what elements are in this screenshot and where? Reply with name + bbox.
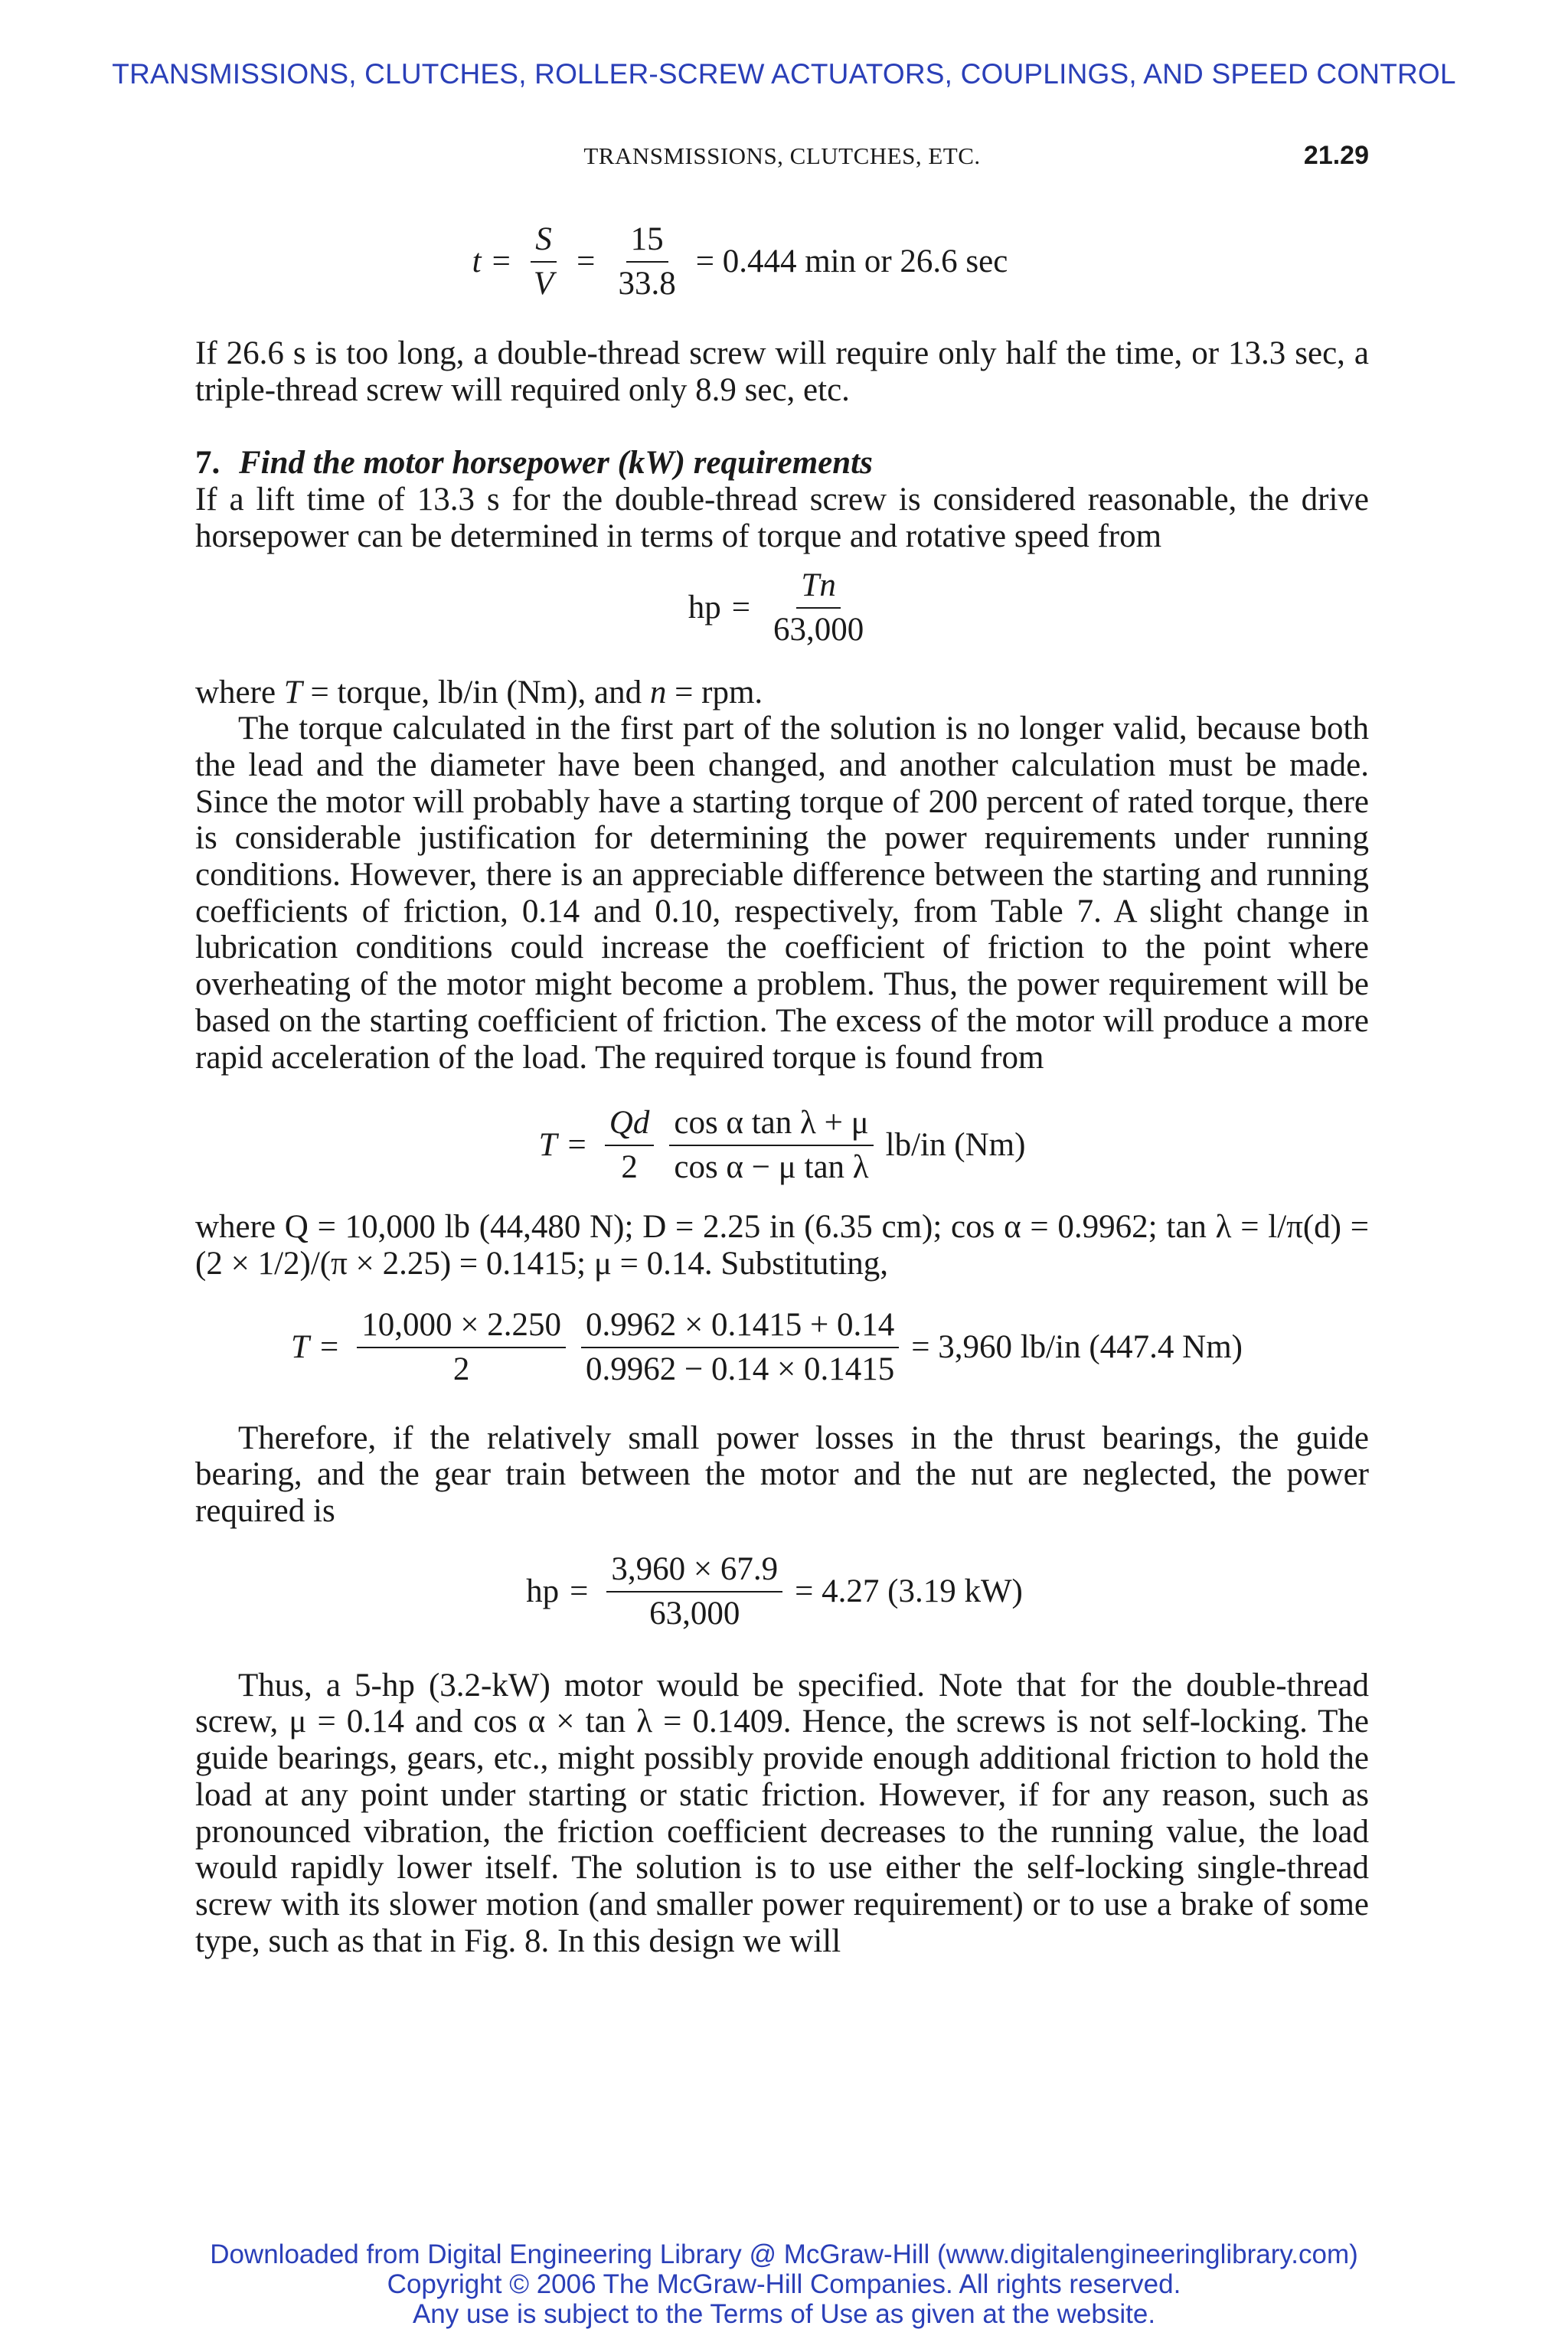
eq-torque-num-angle-den: 0.9962 − 0.14 × 0.1415 [585, 1351, 895, 1387]
eq-hp-num-equals: = [570, 1573, 589, 1609]
eq-torque-num-angle-num: 0.9962 × 0.1415 + 0.14 [581, 1305, 899, 1348]
page-footer [0, 2239, 1568, 2329]
eq-time-lhs: t [472, 243, 482, 280]
step-7-number: 7. [195, 445, 220, 482]
eq-torque-lhs: T [538, 1127, 557, 1164]
eq-torque-num-equals: = [319, 1328, 339, 1365]
footer-download-line: Downloaded from Digital Engineering Library @ McGraw-Hill (www.digitalengineeringlibrary.com) [210, 2239, 1358, 2269]
eq-time-den-v: V [533, 266, 554, 302]
eq-time-result: = 0.444 min or 26.6 sec [695, 243, 1008, 280]
eq-hp-num-fraction [606, 1550, 782, 1634]
paragraph-thread-time: If 26.6 s is too long, a double-thread screw will require only half the time, or 13.3 sec, a triple-thread screw will required only 8.9 sec, etc. [195, 335, 1369, 408]
eq-hp-num-numerator: 3,960 × 67.9 [606, 1550, 782, 1592]
eq-torque-den-2: 2 [621, 1149, 638, 1186]
footer-copyright-line: Copyright © 2006 The McGraw-Hill Companies. All rights reserved. [387, 2269, 1181, 2299]
page-body [195, 222, 1369, 1959]
where1-text-a: where [195, 674, 284, 710]
eq-time-num-s: S [531, 220, 557, 263]
where1-symbol-n: n [649, 674, 667, 710]
paragraph-step-7-intro: If a lift time of 13.3 s for the double-thread screw is considered reasonable, the drive horsepower can be determined in terms of torque and rotative speed from [195, 482, 1369, 554]
eq-time-num-15: 15 [626, 220, 668, 263]
equation-hp [195, 563, 1369, 653]
running-head [195, 142, 1369, 173]
eq-time-equals-1: = [492, 243, 511, 280]
eq-torque-unit: lb/in (Nm) [885, 1127, 1026, 1164]
equation-torque [195, 1100, 1369, 1191]
paragraph-where-torque-rpm [195, 675, 1369, 711]
eq-torque-fraction-angle [669, 1103, 873, 1187]
eq-torque-num-load-den: 2 [452, 1351, 470, 1387]
where1-text-b: = torque, lb/in (Nm), and [302, 674, 650, 710]
eq-torque-den-angle: cos α − μ tan λ [674, 1149, 869, 1186]
page-number: 21.29 [1303, 141, 1369, 170]
equation-hp-numeric [180, 1547, 1369, 1637]
eq-torque-num-fraction-angle [581, 1305, 899, 1390]
equation-time [111, 222, 1369, 302]
eq-hp-lhs: hp [688, 589, 721, 626]
eq-torque-fraction-qd [605, 1103, 655, 1187]
eq-torque-equals: = [567, 1127, 586, 1164]
eq-time-fraction-sv [529, 220, 558, 304]
eq-torque-num-qd: Qd [605, 1103, 655, 1146]
eq-torque-num-fraction-load [357, 1305, 566, 1390]
equation-torque-numeric [165, 1302, 1369, 1393]
eq-hp-num-result: = 4.27 (3.19 kW) [795, 1573, 1023, 1609]
eq-time-equals-2: = [577, 243, 596, 280]
eq-hp-den: 63,000 [773, 611, 864, 648]
chapter-banner: TRANSMISSIONS, CLUTCHES, ROLLER-SCREW ACTUATORS, COUPLINGS, AND SPEED CONTROL [112, 58, 1456, 90]
eq-torque-num-load-num: 10,000 × 2.250 [357, 1305, 566, 1348]
paragraph-power-required: Therefore, if the relatively small power losses in the thrust bearings, the guide bearing, and the gear train between the motor and the nut are neglected, the power required is [195, 1419, 1369, 1530]
eq-hp-num: Tn [796, 566, 840, 609]
step-7-title: Find the motor horsepower (kW) requirements [239, 445, 873, 482]
eq-hp-num-denominator: 63,000 [649, 1595, 740, 1632]
eq-hp-equals: = [731, 589, 750, 626]
eq-torque-num-lhs: T [291, 1328, 309, 1365]
eq-time-den-338: 33.8 [618, 266, 676, 302]
paragraph-torque-discussion: The torque calculated in the first part of the solution is no longer valid, because both the lead and the diameter have been changed, and another calculation must be made. Since the motor will probably have a starting torque of 200 percent of rated torque, there is considerable justification for determining the power requirements under running conditions. However, there is an appreciable difference between the starting and running coefficients of friction, 0.14 and 0.10, respectively, from Table 7. A slight change in lubrication conditions could increase the coefficient of friction to the point where overheating of the motor might become a problem. Thus, the power requirement will be based on the starting coefficient of friction. The excess of the motor will produce a more rapid acceleration of the load. The required torque is found from [195, 710, 1369, 1076]
eq-torque-num-result: = 3,960 lb/in (447.4 Nm) [911, 1328, 1243, 1365]
paragraph-where-values: where Q = 10,000 lb (44,480 N); D = 2.25 in (6.35 cm); cos α = 0.9962; tan λ = l/π(d) = (2 × 1/2)/(π × 2.25) = 0.1415; μ = 0.14. Substituting, [195, 1209, 1369, 1282]
eq-hp-num-lhs: hp [526, 1573, 560, 1609]
step-7-heading [195, 445, 1369, 482]
paragraph-motor-specification: Thus, a 5-hp (3.2-kW) motor would be specified. Note that for the double-thread screw, μ = 0.14 and cos α × tan λ = 0.1409. Hence, the screws is not self-locking. The guide bearings, gears, etc., might possibly provide enough additional friction to hold the load at any point under starting or static friction. However, if for any reason, such as pronounced vibration, the friction coefficient decreases to the running value, the load would rapidly lower itself. The solution is to use either the self-locking single-thread screw with its slower motion (and smaller power requirement) or to use a brake of some type, such as that in Fig. 8. In this design we will [195, 1667, 1369, 1959]
where1-symbol-t: T [283, 674, 302, 710]
footer-terms-line: Any use is subject to the Terms of Use as given at the website. [412, 2299, 1156, 2329]
where1-text-c: = rpm. [666, 674, 763, 710]
eq-torque-num-angle: cos α tan λ + μ [669, 1103, 873, 1146]
running-head-title: TRANSMISSIONS, CLUTCHES, ETC. [583, 142, 981, 169]
eq-hp-fraction [769, 566, 868, 650]
eq-time-fraction-values [613, 220, 680, 304]
